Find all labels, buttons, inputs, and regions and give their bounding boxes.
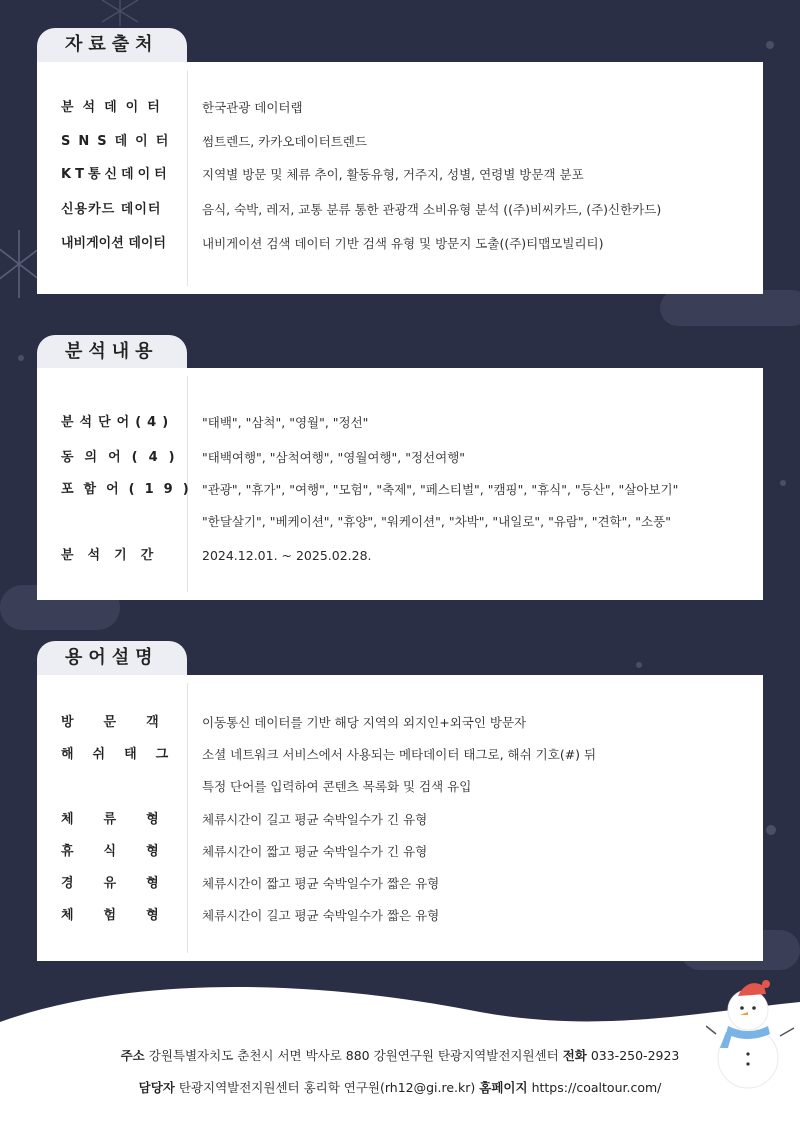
row-key: 경유형 xyxy=(61,876,189,891)
row-key: 분석기간 xyxy=(61,548,168,563)
list-item xyxy=(37,872,763,896)
row-value: 2024.12.01. ~ 2025.02.28. xyxy=(202,548,372,563)
glossary-title: 용어설명 xyxy=(65,647,159,668)
snow-dot xyxy=(18,355,24,361)
snowflake-icon xyxy=(0,228,40,300)
sources-tab xyxy=(37,28,187,62)
homepage-label: 홈페이지 xyxy=(479,1080,528,1095)
snow-dot xyxy=(780,480,786,486)
row-key: 체류형 xyxy=(61,812,189,827)
list-item xyxy=(37,510,763,534)
footer xyxy=(0,972,800,1132)
sources-panel xyxy=(37,62,763,294)
snowman-icon xyxy=(706,974,796,1094)
row-value: 음식, 숙박, 레저, 교통 분류 통한 관광객 소비유형 분석 ((주)비씨카드, (주)신한카드) xyxy=(202,202,662,217)
sources-title: 자료출처 xyxy=(65,34,159,55)
snow-dot xyxy=(766,825,776,835)
row-value: 지역별 방문 및 체류 추이, 활동유형, 거주지, 성별, 연령별 방문객 분포 xyxy=(202,167,584,182)
list-item xyxy=(37,711,763,735)
list-item xyxy=(37,411,763,435)
row-value: "관광", "휴가", "여행", "모험", "축제", "페스티벌", "캠핑", "휴식", "등산", "살아보기" xyxy=(202,482,679,497)
list-item xyxy=(37,446,763,470)
row-value: 체류시간이 짧고 평균 숙박일수가 짧은 유형 xyxy=(202,876,440,891)
address-text: 강원특별자치도 춘천시 서면 박사로 880 강원연구원 탄광지역발전지원센터 xyxy=(148,1048,559,1063)
phone-text: 033-250-2923 xyxy=(590,1048,680,1063)
row-value: "한달살기", "베케이션", "휴양", "워케이션", "차박", "내일로", "유람", "견학", "소풍" xyxy=(202,514,671,529)
row-key: 신용카드 데이터 xyxy=(61,202,162,217)
glossary-tab xyxy=(37,641,187,675)
contact-text: 탄광지역발전지원센터 홍리학 연구원(rh12@gi.re.kr) xyxy=(178,1080,476,1095)
row-value: 썸트렌드, 카카오데이터트렌드 xyxy=(202,134,367,149)
cloud-decoration xyxy=(660,290,800,326)
list-item xyxy=(37,808,763,832)
row-key: SNS데이터 xyxy=(61,134,177,149)
row-key: KT통신데이터 xyxy=(61,167,171,182)
row-key: 휴식형 xyxy=(61,844,189,859)
row-value: 체류시간이 길고 평균 숙박일수가 짧은 유형 xyxy=(202,908,440,923)
row-value: 내비게이션 검색 데이터 기반 검색 유형 및 방문지 도출((주)티맵모빌리티) xyxy=(202,236,604,251)
list-item xyxy=(37,743,763,767)
list-item xyxy=(37,904,763,928)
contact-label: 담당자 xyxy=(138,1080,175,1095)
list-item xyxy=(37,198,763,222)
footer-address-line xyxy=(0,1046,800,1064)
list-item xyxy=(37,232,763,256)
row-value: "태백여행", "삼척여행", "영월여행", "정선여행" xyxy=(202,450,466,465)
row-value: 이동통신 데이터를 기반 해당 지역의 외지인+외국인 방문자 xyxy=(202,715,527,730)
analysis-title: 분석내용 xyxy=(65,341,159,362)
row-key: 방문객 xyxy=(61,715,189,730)
footer-contact-line xyxy=(0,1078,800,1096)
row-value: 체류시간이 짧고 평균 숙박일수가 긴 유형 xyxy=(202,844,428,859)
snowflake-icon xyxy=(98,0,142,26)
analysis-tab xyxy=(37,335,187,369)
row-key: 해쉬태그 xyxy=(61,747,188,762)
glossary-panel xyxy=(37,675,763,961)
analysis-panel xyxy=(37,368,763,600)
list-item xyxy=(37,544,763,568)
snow-dot xyxy=(636,662,642,668)
row-value: 특정 단어를 입력하여 콘텐츠 목록화 및 검색 유입 xyxy=(202,779,472,794)
list-item xyxy=(37,840,763,864)
row-key: 동의어(4) xyxy=(61,450,186,465)
row-key: 체험형 xyxy=(61,908,189,923)
snow-dot xyxy=(766,41,774,49)
list-item xyxy=(37,96,763,120)
row-value: 체류시간이 길고 평균 숙박일수가 긴 유형 xyxy=(202,812,428,827)
list-item xyxy=(37,130,763,154)
list-item xyxy=(37,163,763,187)
row-key: 분석단어(4) xyxy=(61,415,175,430)
phone-label: 전화 xyxy=(562,1048,587,1063)
row-key: 분석데이터 xyxy=(61,100,169,115)
address-label: 주소 xyxy=(120,1048,145,1063)
row-value: 소셜 네트워크 서비스에서 사용되는 메타데이터 태그로, 해쉬 기호(#) 뒤 xyxy=(202,747,597,762)
row-value: 한국관광 데이터랩 xyxy=(202,100,303,115)
list-item xyxy=(37,478,763,502)
homepage-link[interactable]: https://coaltour.com/ xyxy=(531,1080,662,1095)
row-value: "태백", "삼척", "영월", "정선" xyxy=(202,415,369,430)
list-item xyxy=(37,775,763,799)
row-key: 포함어(19) xyxy=(61,482,199,497)
row-key: 내비게이션 데이터 xyxy=(61,236,166,251)
